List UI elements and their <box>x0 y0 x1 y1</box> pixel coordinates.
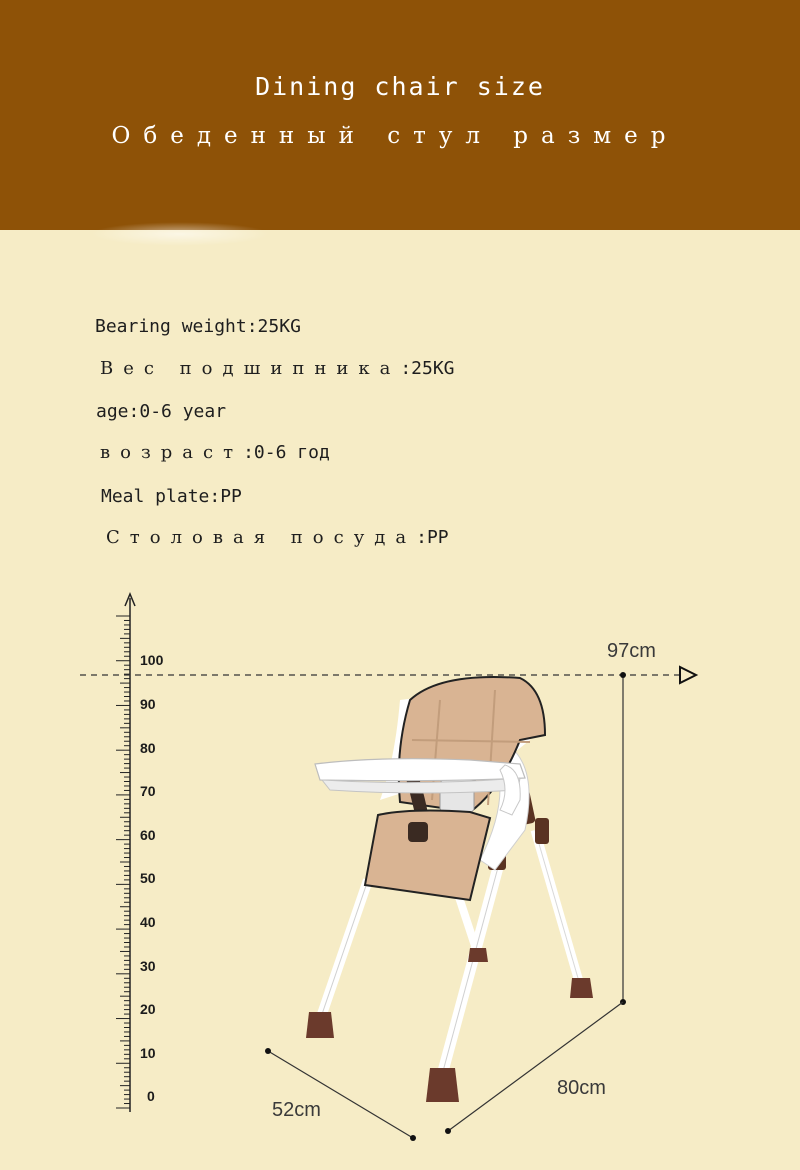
ruler-label-10: 10 <box>140 1045 156 1061</box>
ruler-label-20: 20 <box>140 1001 156 1017</box>
spec-meal-plate-en: Meal plate:PP <box>101 486 242 507</box>
spec-meal-plate-ru: Столовая посуда:PP <box>106 527 449 548</box>
ruler-label-90: 90 <box>140 696 156 712</box>
ruler-label-50: 50 <box>140 870 156 886</box>
ruler-label-100: 100 <box>140 652 164 668</box>
spec-age-en: age:0-6 year <box>96 401 227 422</box>
page-title-en: Dining chair size <box>255 72 545 101</box>
ruler-label-70: 70 <box>140 783 156 799</box>
ruler-label-80: 80 <box>140 740 156 756</box>
high-chair <box>306 677 593 1102</box>
ruler-label-0: 0 <box>147 1088 155 1104</box>
width-dimension-label: 52cm <box>272 1099 321 1121</box>
height-dimension-label: 97cm <box>607 640 656 662</box>
spec-bearing-weight-ru: Вес подшипника:25KG <box>100 358 455 379</box>
spec-age-ru: возраст:0-6 год <box>100 442 330 463</box>
page-title-ru: Обеденный стул размер <box>111 123 679 149</box>
ruler-label-30: 30 <box>140 958 156 974</box>
ruler-label-60: 60 <box>140 827 156 843</box>
height-ruler <box>116 594 135 1112</box>
spec-bearing-weight-en: Bearing weight:25KG <box>95 316 301 337</box>
ruler-label-40: 40 <box>140 914 156 930</box>
depth-dimension-label: 80cm <box>557 1077 606 1099</box>
